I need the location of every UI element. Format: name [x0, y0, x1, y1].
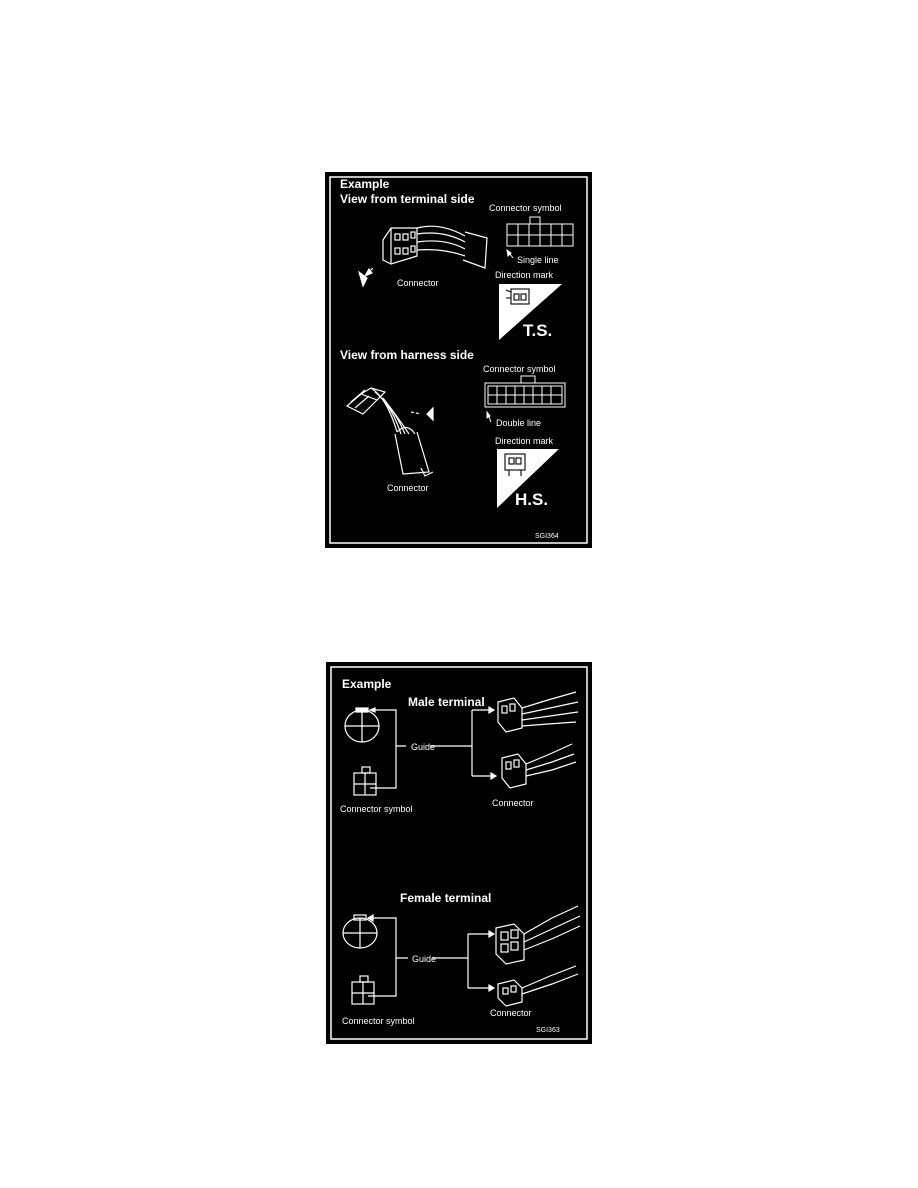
ts-mark: T.S. [523, 321, 553, 340]
guide-label-male: Guide [411, 742, 436, 752]
female-terminal-heading: Female terminal [400, 891, 492, 905]
connector-label-2: Connector [387, 483, 429, 493]
example-label: Example [340, 177, 390, 191]
connector-symbol-label-1: Connector symbol [489, 203, 562, 213]
figure-1-drawing [325, 172, 592, 548]
example-label-2: Example [342, 677, 392, 691]
figure-terminal-harness-side [325, 172, 592, 548]
hs-mark: H.S. [515, 490, 549, 509]
terminal-side-heading: View from terminal side [340, 192, 475, 206]
direction-mark-label-2: Direction mark [495, 436, 554, 446]
male-terminal-heading: Male terminal [408, 695, 485, 709]
guide-label-female: Guide [412, 954, 437, 964]
connector-symbol-double-line [485, 376, 565, 422]
connector-symbol-label-2: Connector symbol [483, 364, 556, 374]
female-terminal-diagram [343, 906, 580, 1006]
connector-harness-side-illustration [347, 388, 433, 476]
double-line-label: Double line [496, 418, 542, 428]
direction-mark-label-1: Direction mark [495, 270, 554, 280]
connector-label-male: Connector [492, 798, 534, 808]
figure-code-2: SGI363 [536, 1027, 560, 1034]
connector-symbol-label-male: Connector symbol [340, 804, 413, 814]
figure-code-1: SGI364 [535, 533, 559, 540]
harness-side-heading: View from harness side [340, 348, 474, 362]
figure-2-drawing [326, 662, 592, 1044]
connector-label-1: Connector [397, 278, 439, 288]
connector-symbol-label-female: Connector symbol [342, 1016, 415, 1026]
figure-male-female-terminal [326, 662, 592, 1044]
connector-symbol-single-line [507, 217, 573, 258]
connector-label-female: Connector [490, 1008, 532, 1018]
single-line-label: Single line [517, 255, 559, 265]
